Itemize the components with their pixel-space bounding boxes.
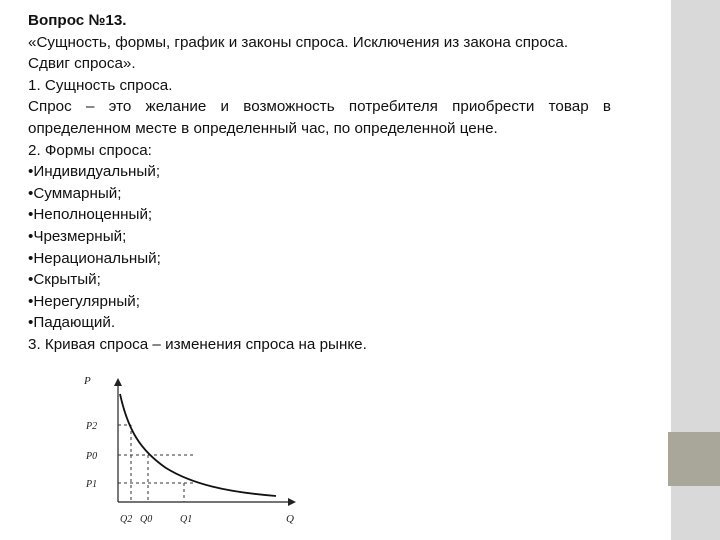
form-item: • Нерегулярный; [28,291,611,313]
side-accent-block [668,432,720,486]
form-item: • Падающий. [28,312,611,334]
y-tick-label: P0 [86,451,98,462]
x-tick-label: Q0 [140,514,153,525]
y-tick-label: P1 [86,479,98,490]
form-item: • Скрытый; [28,269,611,291]
topic-line-1: «Сущность, формы, график и законы спроса. Исключения из закона спроса. [28,33,569,51]
form-item: • Неполноценный; [28,204,611,226]
side-decoration-bar [668,0,720,540]
y-tick-label: P2 [86,421,98,432]
x-tick-label: Q1 [180,514,193,525]
question-title: Вопрос №13. [28,12,127,29]
form-item: • Суммарный; [28,183,611,205]
form-item: • Чрезмерный; [28,226,611,248]
section-2-heading: 2. Формы спроса: [28,141,152,159]
form-item: • Индивидуальный; [28,161,611,183]
x-axis-label: Q [286,513,294,525]
section-3-heading: 3. Кривая спроса – изменения спроса на рынке. [28,335,367,353]
form-item: • Нерациональный; [28,248,611,270]
section-1-heading: 1. Сущность спроса. [28,76,173,94]
definition-line-2: определенном месте в определенный час, по определенной цене. [28,119,498,137]
topic-line-2: Сдвиг спроса». [28,55,136,73]
definition-line-1: Спрос – это желание и возможность потребителя приобрести товар в [28,98,611,116]
demand-curve-line [120,394,276,496]
x-axis-arrow [288,498,296,506]
y-axis-label: P [84,375,91,387]
x-tick-label: Q2 [120,514,133,525]
y-axis-arrow [114,378,122,386]
demand-curve-chart [76,372,316,532]
slide-content [28,10,611,356]
